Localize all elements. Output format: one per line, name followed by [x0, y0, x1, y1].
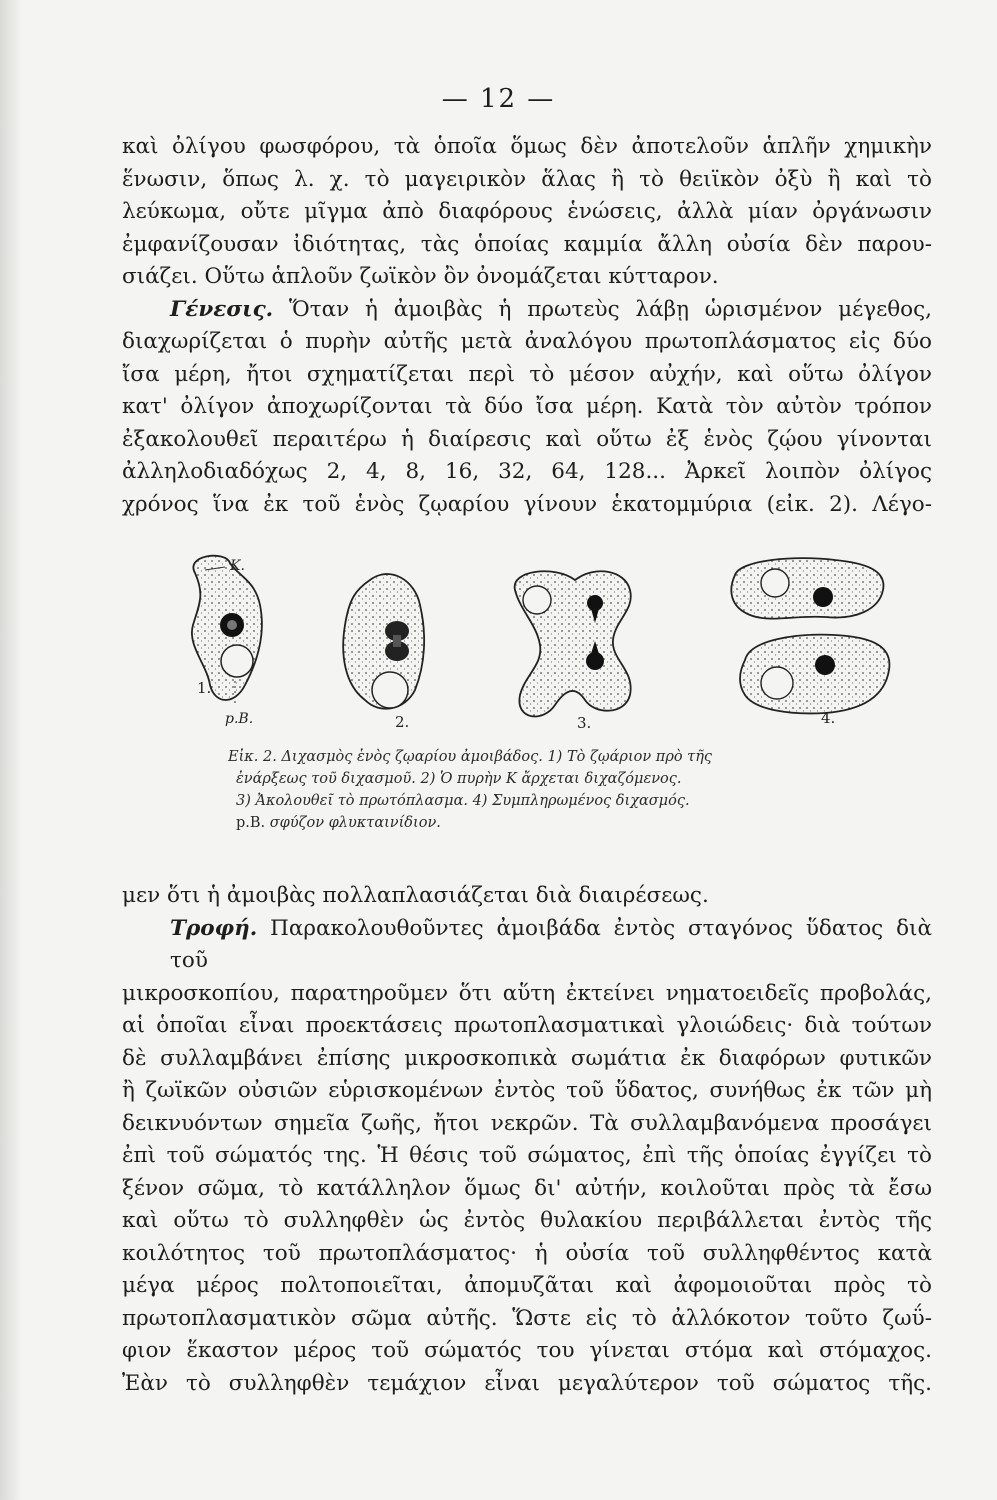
- caption-line: 3) Ἀκολουθεῖ τὸ πρωτόπλασμα. 4) Συμπληρωμένος διχασμός.: [236, 793, 690, 809]
- text-line: μέγα μέρος πολτοποιεῖται, ἀπομυζᾶται καὶ ἀφομοιοῦται πρὸς τὸ: [122, 1273, 932, 1298]
- text-line: δεικνυόντων σημεῖα ζωῆς, ἤτοι νεκρῶν. Τὰ συλλαμβανόμενα προσάγει: [122, 1110, 932, 1136]
- text-line: Ἐὰν τὸ συλληφθὲν τεμάχιον εἶναι μεγαλύτερον τοῦ σώματος τῆς.: [122, 1370, 932, 1396]
- text-line: ἴσα μέρη, ἤτοι σχηματίζεται περὶ τὸ μέσον αὐχήν, καὶ οὕτω ὀλίγον: [122, 361, 932, 387]
- label-4: 4.: [821, 709, 836, 727]
- text-line: κοιλότητος τοῦ πρωτοπλάσματος· ἡ οὐσία τοῦ συλληφθέντος κατὰ: [122, 1240, 932, 1266]
- caption-line-last: [228, 812, 908, 834]
- figure-caption: [228, 746, 908, 834]
- text-line: ἐπὶ τοῦ σώματός της. Ἡ θέσις τοῦ σώματος, ἐπὶ τῆς ὁποίας ἐγγίζει τὸ: [122, 1143, 932, 1168]
- paragraph-trophi-first-line: [122, 913, 932, 978]
- caption-line: ἐνάρξεως τοῦ διχασμοῦ. 2) Ὁ πυρὴν Κ ἄρχεται διχαζόμενος.: [236, 771, 682, 787]
- label-pv: p.B.: [225, 711, 254, 727]
- text-line: καὶ οὕτω τὸ συλληφθὲν ὡς ἐντὸς θυλακίου περιβάλλεται ἐντὸς τῆς: [122, 1208, 932, 1233]
- text-line: φιον ἕκαστον μέρος τοῦ σώματός του γίνεται στόμα καὶ στόμαχος.: [122, 1338, 932, 1363]
- vacuole: [761, 569, 789, 597]
- amoeba-stage-4: [731, 558, 889, 727]
- upper-text-block: [122, 131, 932, 521]
- text-line: δὲ συλλαμβάνει ἐπίσης μικροσκοπικὰ σωμάτια ἐκ διαφόρων φυτικῶν: [122, 1045, 932, 1071]
- text-line: λεύκωμα, οὔτε μῖγμα ἀπὸ διαφόρους ἑνώσεις, ἀλλὰ μίαν ὀργάνωσιν: [122, 199, 932, 224]
- amoeba-stage-2: [343, 574, 424, 731]
- text-line: κατ' ὀλίγον ἀποχωρίζονται τὰ δύο ἴσα μέρη. Κατὰ τὸν αὐτὸν τρόπον: [122, 394, 932, 419]
- text-line: ἐξακολουθεῖ περαιτέρω ἡ διαίρεσις καὶ οὕτω ἐξ ἑνὸς ζῴου γίνονται: [122, 426, 932, 452]
- vacuole: [372, 672, 408, 708]
- label-2: 2.: [395, 713, 410, 731]
- label-1: 1.: [197, 679, 212, 697]
- text-line: ξένον σῶμα, τὸ κατάλληλον ὅμως δι' αὐτήν, κοιλοῦται πρὸς τὰ ἔσω: [122, 1175, 932, 1201]
- text-line: ἢ ζωϊκῶν οὐσιῶν εὑρισκομένων ἐντὸς τοῦ ὕδατος, συνήθως ἐκ τῶν μὴ: [122, 1078, 932, 1103]
- page-edge-shadow: [0, 0, 22, 1500]
- text-line: πρωτοπλασματικὸν σῶμα αὐτῆς. Ὥστε εἰς τὸ ἀλλόκοτον τοῦτο ζωΰ-: [122, 1305, 932, 1331]
- caption-text: σφύζον φλυκταινίδιον.: [269, 815, 441, 831]
- caption-abbreviation: p.B.: [236, 815, 266, 831]
- label-3: 3.: [577, 714, 592, 732]
- text-line: αἱ ὁποῖαι εἶναι προεκτάσεις πρωτοπλασματικαὶ γλοιώδεις· διὰ τούτων: [122, 1013, 932, 1038]
- text-span: Παρακολουθοῦντες ἀμοιβάδα ἐντὸς σταγόνος ὕδατος διὰ τοῦ: [170, 915, 932, 973]
- text-line: ἀλληλοδιαδόχως 2, 4, 8, 16, 32, 64, 128... Ἀρκεῖ λοιπὸν ὀλίγος: [122, 459, 932, 484]
- caption-line: Εἰκ. 2. Διχασμὸς ἑνὸς ζῳαρίου ἀμοιβάδος. 1) Τὸ ζῳάριον πρὸ τῆς: [228, 749, 713, 765]
- text-line: μικροσκοπίου, παρατηροῦμεν ὅτι αὕτη ἐκτείνει νηματοειδεῖς προβολάς,: [122, 980, 932, 1006]
- text-line: σιάζει. Οὕτω ἁπλοῦν ζωϊκὸν ὂν ὀνομάζεται κύτταρον.: [122, 264, 719, 289]
- amoeba-division-figure: [175, 545, 895, 740]
- vacuole: [221, 645, 253, 677]
- amoeba-stage-1: [192, 556, 262, 727]
- amoeba-illustration: [175, 545, 895, 740]
- text-span: Ὅταν ἡ ἀμοιβὰς ἡ πρωτεὺς λάβῃ ὡρισμένον μέγεθος,: [273, 296, 932, 322]
- text-line: μεν ὅτι ἡ ἀμοιβὰς πολλαπλασιάζεται διὰ διαιρέσεως.: [122, 883, 709, 908]
- text-line: καὶ ὀλίγου φωσφόρου, τὰ ὁποῖα ὅμως δὲν ἀποτελοῦν ἁπλῆν χημικὴν: [122, 134, 932, 159]
- text-line: ἐμφανίζουσαν ἰδιότητας, τὰς ὁποίας καμμία ἄλλη οὐσία δὲν παρου-: [122, 231, 932, 257]
- text-line: χρόνος ἵνα ἐκ τοῦ ἑνὸς ζῳαρίου γίνουν ἑκατομμύρια (εἰκ. 2). Λέγο-: [122, 491, 932, 517]
- lower-text-block: [122, 880, 932, 1400]
- vacuole: [523, 586, 551, 614]
- page-number: — 12 —: [441, 84, 556, 114]
- label-k: K.: [230, 558, 245, 574]
- section-heading-genesis: Γένεσις.: [170, 296, 274, 322]
- amoeba-stage-3: [515, 571, 631, 732]
- nucleus: [813, 587, 833, 607]
- section-heading-trophi: Τροφή.: [170, 915, 258, 941]
- paragraph-genesis-first-line: [122, 294, 932, 327]
- text-line: διαχωρίζεται ὁ πυρὴν αὐτῆς μετὰ ἀναλόγου πρωτοπλάσματος εἰς δύο: [122, 329, 932, 354]
- text-line: ἕνωσιν, ὅπως λ. χ. τὸ μαγειρικὸν ἅλας ἢ τὸ θειϊκὸν ὀξὺ ἢ καὶ τὸ: [122, 166, 932, 192]
